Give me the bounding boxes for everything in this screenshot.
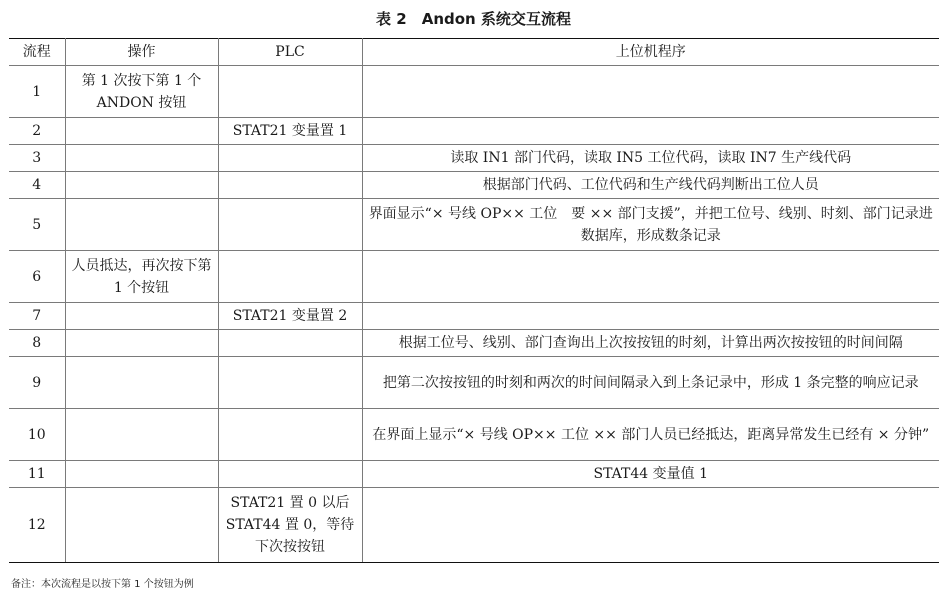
step-cell: 6 xyxy=(9,251,65,303)
operation-cell xyxy=(65,330,218,357)
step-cell: 9 xyxy=(9,357,65,409)
step-cell: 1 xyxy=(9,66,65,118)
step-cell: 4 xyxy=(9,172,65,199)
step-cell: 7 xyxy=(9,303,65,330)
host-cell: 把第二次按按钮的时刻和两次的时间间隔录入到上条记录中，形成 1 条完整的响应记录 xyxy=(362,357,939,409)
operation-cell xyxy=(65,118,218,145)
table-row xyxy=(9,172,939,199)
plc-cell xyxy=(218,357,362,409)
host-cell: 根据部门代码、工位代码和生产线代码判断出工位人员 xyxy=(362,172,939,199)
table-row xyxy=(9,488,939,563)
header-host-program: 上位机程序 xyxy=(362,39,939,66)
table-row xyxy=(9,461,939,488)
step-cell: 3 xyxy=(9,145,65,172)
step-cell: 2 xyxy=(9,118,65,145)
plc-cell xyxy=(218,251,362,303)
plc-cell: STAT21 置 0 以后 STAT44 置 0，等待下次按按钮 xyxy=(218,488,362,563)
table-row xyxy=(9,199,939,251)
plc-cell xyxy=(218,330,362,357)
operation-cell xyxy=(65,303,218,330)
table-row xyxy=(9,409,939,461)
host-cell: 根据工位号、线别、部门查询出上次按按钮的时刻，计算出两次按按钮的时间间隔 xyxy=(362,330,939,357)
plc-cell: STAT21 变量置 2 xyxy=(218,303,362,330)
operation-cell xyxy=(65,145,218,172)
step-cell: 5 xyxy=(9,199,65,251)
plc-cell xyxy=(218,199,362,251)
plc-cell xyxy=(218,145,362,172)
host-cell xyxy=(362,118,939,145)
plc-cell xyxy=(218,66,362,118)
table-caption: 表 2 Andon 系统交互流程 xyxy=(376,10,571,28)
host-cell: 在界面上显示“× 号线 OP×× 工位 ×× 部门人员已经抵达，距离异常发生已经有 × 分钟” xyxy=(362,409,939,461)
table-row xyxy=(9,66,939,118)
table-header-row xyxy=(9,39,939,66)
host-cell xyxy=(362,66,939,118)
header-step: 流程 xyxy=(9,39,65,66)
operation-cell xyxy=(65,172,218,199)
table-row xyxy=(9,145,939,172)
plc-cell xyxy=(218,172,362,199)
step-cell: 8 xyxy=(9,330,65,357)
table-row xyxy=(9,251,939,303)
step-cell: 10 xyxy=(9,409,65,461)
header-operation: 操作 xyxy=(65,39,218,66)
operation-cell: 第 1 次按下第 1 个 ANDON 按钮 xyxy=(65,66,218,118)
operation-cell xyxy=(65,199,218,251)
operation-cell xyxy=(65,357,218,409)
plc-cell: STAT21 变量置 1 xyxy=(218,118,362,145)
table-row xyxy=(9,357,939,409)
header-plc: PLC xyxy=(218,39,362,66)
host-cell xyxy=(362,251,939,303)
plc-cell xyxy=(218,461,362,488)
host-cell: 界面显示“× 号线 OP×× 工位 要 ×× 部门支援”，并把工位号、线别、时刻、部门记录进数据库，形成数条记录 xyxy=(362,199,939,251)
host-cell: STAT44 变量值 1 xyxy=(362,461,939,488)
table-row xyxy=(9,330,939,357)
table-row xyxy=(9,303,939,330)
operation-cell: 人员抵达，再次按下第 1 个按钮 xyxy=(65,251,218,303)
operation-cell xyxy=(65,461,218,488)
host-cell xyxy=(362,303,939,330)
table-footnote: 备注：本次流程是以按下第 1 个按钮为例 xyxy=(11,579,194,590)
andon-flow-table xyxy=(9,38,939,563)
operation-cell xyxy=(65,409,218,461)
plc-cell xyxy=(218,409,362,461)
step-cell: 11 xyxy=(9,461,65,488)
host-cell xyxy=(362,488,939,563)
host-cell: 读取 IN1 部门代码，读取 IN5 工位代码，读取 IN7 生产线代码 xyxy=(362,145,939,172)
operation-cell xyxy=(65,488,218,563)
step-cell: 12 xyxy=(9,488,65,563)
table-row xyxy=(9,118,939,145)
